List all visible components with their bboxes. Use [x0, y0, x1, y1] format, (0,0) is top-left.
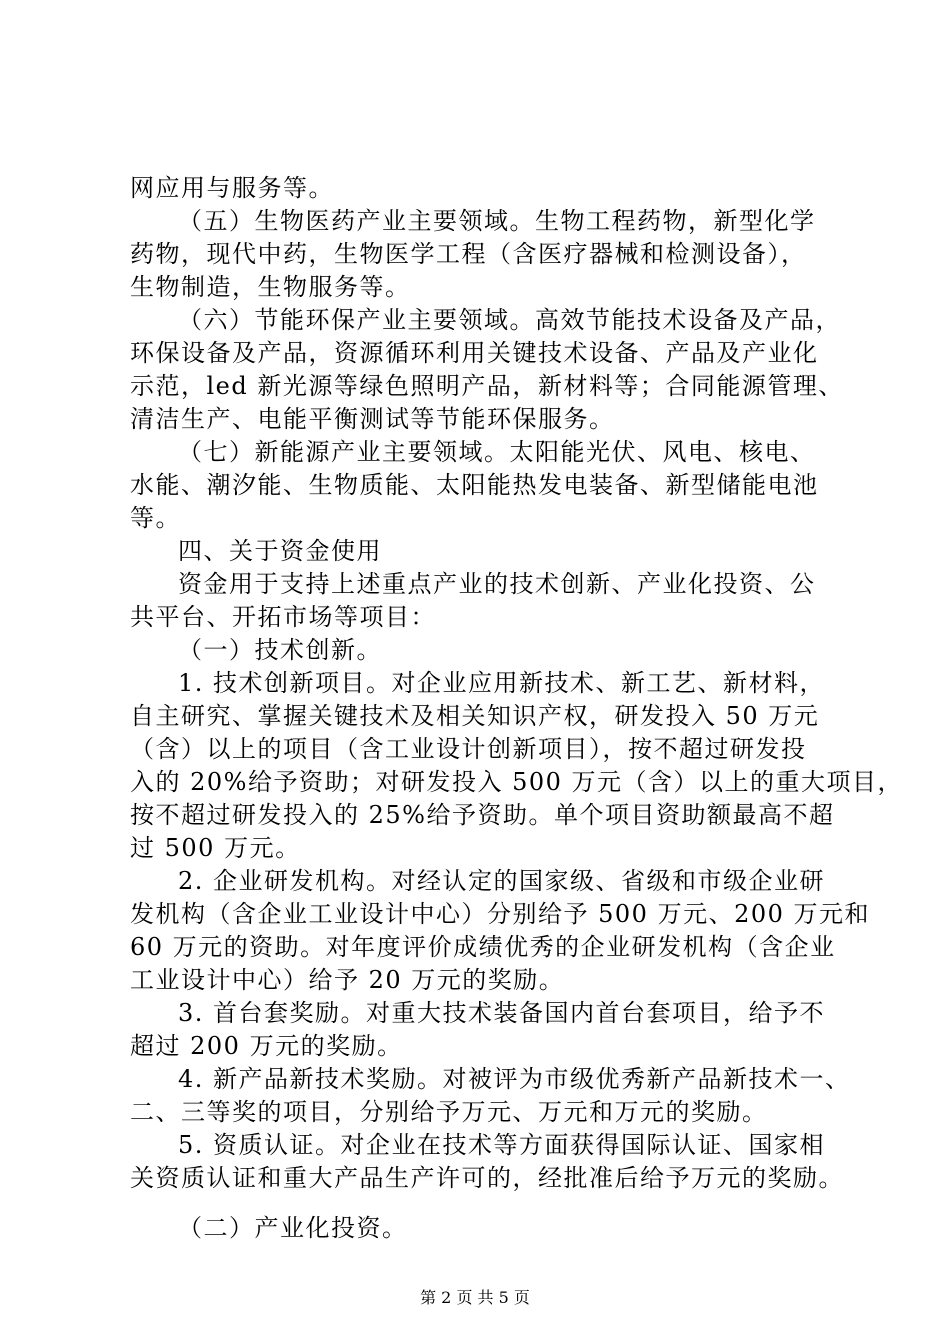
text-line: 二、三等奖的项目，分别给予万元、万元和万元的奖励。	[130, 1098, 768, 1126]
text-line: 5. 资质认证。对企业在技术等方面获得国际认证、国家相	[178, 1131, 826, 1159]
text-line: 4. 新产品新技术奖励。对被评为市级优秀新产品新技术一、	[178, 1065, 851, 1093]
text-line: 示范，led 新光源等绿色照明产品，新材料等；合同能源管理、	[130, 372, 844, 400]
text-line: 3. 首台套奖励。对重大技术装备国内首台套项目，给予不	[178, 999, 826, 1027]
text-line: 环保设备及产品，资源循环利用关键技术设备、产品及产业化	[130, 339, 819, 367]
text-line: 入的 20%给予资助；对研发投入 500 万元（含）以上的重大项目，	[130, 768, 904, 796]
text-line: 发机构（含企业工业设计中心）分别给予 500 万元、200 万元和	[130, 900, 871, 928]
text-line: 超过 200 万元的奖励。	[130, 1032, 403, 1060]
text-line: （五）生物医药产业主要领域。生物工程药物，新型化学	[178, 207, 816, 235]
text-line: 2. 企业研发机构。对经认定的国家级、省级和市级企业研	[178, 867, 826, 895]
text-line: 清洁生产、电能平衡测试等节能环保服务。	[130, 405, 615, 433]
page-footer: 第 2 页 共 5 页	[420, 1288, 530, 1307]
text-line: 自主研究、掌握关键技术及相关知识产权，研发投入 50 万元	[130, 702, 820, 730]
section-heading: 四、关于资金使用	[178, 537, 382, 565]
text-line: 生物制造，生物服务等。	[130, 273, 411, 301]
text-line: 资金用于支持上述重点产业的技术创新、产业化投资、公	[178, 570, 816, 598]
text-line: 网应用与服务等。	[130, 174, 334, 202]
text-line: 过 500 万元。	[130, 834, 301, 862]
text-line: （七）新能源产业主要领域。太阳能光伏、风电、核电、	[178, 438, 816, 466]
text-line: 工业设计中心）给予 20 万元的奖励。	[130, 966, 565, 994]
text-line: 共平台、开拓市场等项目：	[130, 603, 436, 631]
text-line: 药物，现代中药，生物医学工程（含医疗器械和检测设备），	[130, 240, 807, 268]
text-line: 关资质认证和重大产品生产许可的，经批准后给予万元的奖励。	[130, 1164, 844, 1192]
text-line: （含）以上的项目（含工业设计创新项目），按不超过研发投	[130, 735, 807, 763]
text-line: 水能、潮汐能、生物质能、太阳能热发电装备、新型储能电池	[130, 471, 819, 499]
text-line: 等。	[130, 504, 181, 532]
text-line: 1. 技术创新项目。对企业应用新技术、新工艺、新材料，	[178, 669, 826, 697]
text-line: （六）节能环保产业主要领域。高效节能技术设备及产品，	[178, 306, 841, 334]
text-line: 按不超过研发投入的 25%给予资助。单个项目资助额最高不超	[130, 801, 835, 829]
subsection-heading: （一）技术创新。	[178, 636, 382, 664]
text-line: 60 万元的资助。对年度评价成绩优秀的企业研发机构（含企业	[130, 933, 836, 961]
subsection-heading: （二）产业化投资。	[178, 1214, 408, 1242]
